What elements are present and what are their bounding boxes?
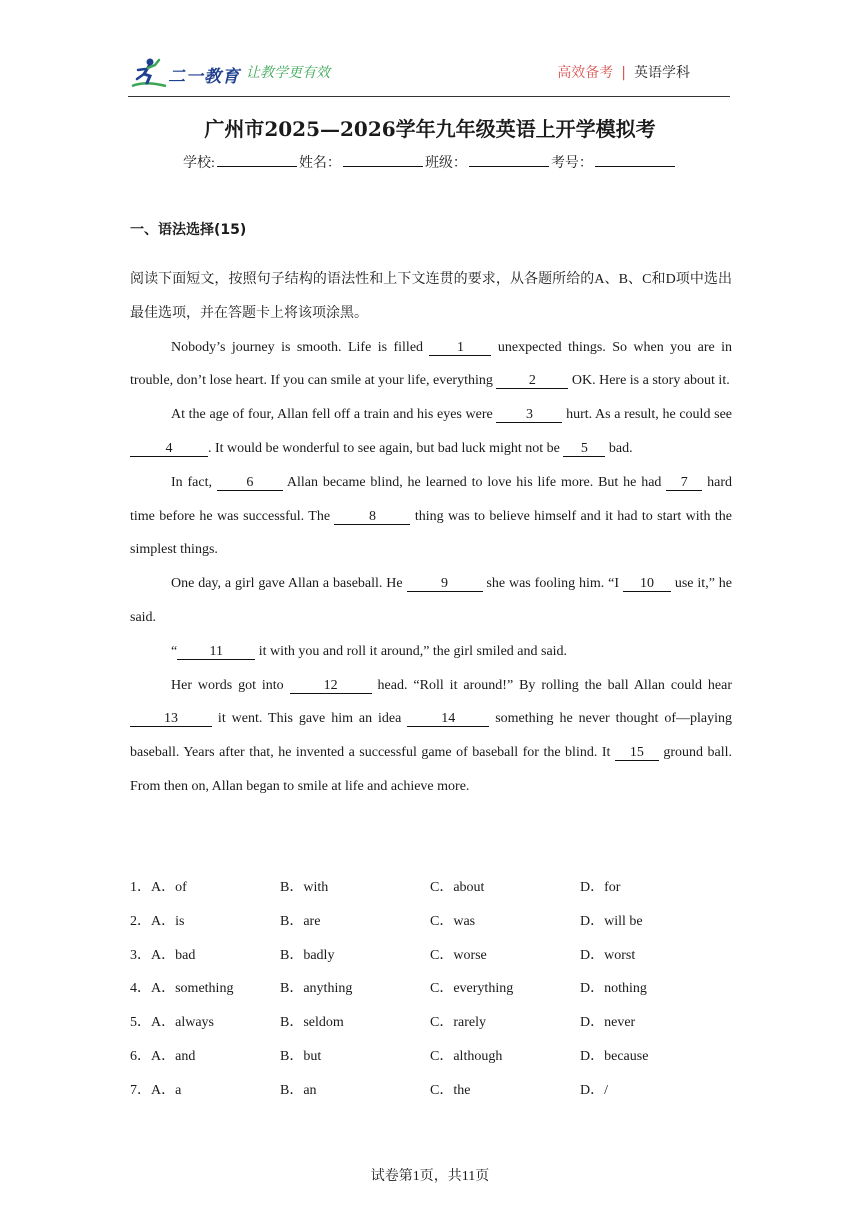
option-d[interactable]: D．for <box>580 880 621 895</box>
answer-options <box>130 871 732 1108</box>
option-b[interactable]: B．badly <box>280 947 335 963</box>
blank-3: 3 <box>496 407 562 423</box>
passage-text: Her words got into <box>171 677 290 693</box>
passage-text: head. “Roll it around!” By rolling the ball Allan could hear <box>371 677 732 693</box>
option-c[interactable]: C．although <box>430 1048 503 1064</box>
option-b[interactable]: B．but <box>280 1048 322 1064</box>
passage-text: bad. <box>605 440 633 456</box>
passage-text: thing was to believe himself and it had to start with the simplest things. <box>130 508 732 558</box>
blank-4: 4 <box>130 441 208 457</box>
passage-text: ground ball. From then on, Allan began to smile at life and achieve more. <box>130 745 733 794</box>
brand-logo <box>128 56 348 90</box>
passage-text: hard time before he was successful. The <box>130 474 732 524</box>
option-d[interactable]: D．nothing <box>580 981 647 997</box>
class-label: 班级： <box>424 156 467 171</box>
blank-1: 1 <box>429 340 491 356</box>
option-row-2 <box>130 905 732 939</box>
option-row-4 <box>130 972 732 1006</box>
option-d[interactable]: D．because <box>580 1048 649 1064</box>
header-tag-prep: 高效备考 <box>557 65 614 81</box>
option-a[interactable]: 7．A．a <box>130 1082 182 1098</box>
passage-text: it with you and roll it around,” the girl smiled and said. <box>255 643 568 659</box>
option-row-3 <box>130 939 732 973</box>
option-a[interactable]: 6．A．and <box>130 1048 196 1064</box>
option-c[interactable]: C．about <box>430 880 485 895</box>
option-a[interactable]: 1．A．of <box>130 880 187 895</box>
page-footer: 试卷第1页，共11页 <box>370 1169 490 1184</box>
option-d[interactable]: D．never <box>580 1015 636 1031</box>
blank-8: 8 <box>334 509 410 525</box>
passage-text: it went. This gave him an idea <box>212 711 408 727</box>
blank-5: 5 <box>563 441 605 457</box>
passage-paragraph-1 <box>130 331 732 399</box>
blank-6: 6 <box>217 475 283 491</box>
passage-text: she was fooling him. “I <box>482 576 623 592</box>
option-row-5 <box>130 1006 732 1040</box>
header-subject: 英语学科 <box>634 65 690 81</box>
name-blank <box>343 154 423 167</box>
passage-paragraph-5 <box>130 635 732 669</box>
option-a[interactable]: 4．A．something <box>130 981 234 997</box>
exam-no-label: 考号： <box>550 156 593 171</box>
passage-text: In fact, <box>171 474 217 490</box>
passage-text: Allan became blind, he learned to love his life more. But he had <box>282 474 667 490</box>
header-divider <box>128 96 730 97</box>
option-d[interactable]: D．worst <box>580 947 636 963</box>
student-info-line <box>0 152 860 172</box>
option-c[interactable]: C．worse <box>430 947 487 963</box>
blank-13: 13 <box>130 711 212 727</box>
passage-text: “ <box>171 643 178 659</box>
passage-text: unexpected things. So when you are in trouble, don’t lose heart. If you can smile at your life, everything <box>130 339 733 389</box>
runner-logo-icon <box>128 56 168 90</box>
option-d[interactable]: D．/ <box>580 1082 608 1098</box>
exam-no-blank <box>595 154 675 167</box>
option-b[interactable]: B．are <box>280 913 321 929</box>
blank-9: 9 <box>407 576 483 592</box>
option-c[interactable]: C．the <box>430 1082 471 1098</box>
blank-15: 15 <box>615 745 659 761</box>
passage-paragraph-3 <box>130 466 732 567</box>
passage-paragraph-2 <box>130 398 732 466</box>
option-c[interactable]: C．rarely <box>430 1015 486 1031</box>
passage <box>130 263 732 804</box>
option-b[interactable]: B．an <box>280 1082 317 1098</box>
brand-slogan: 让教学更有效 <box>246 65 330 81</box>
option-a[interactable]: 5．A．always <box>130 1015 214 1031</box>
header-separator: | <box>621 65 626 81</box>
name-label: 姓名： <box>298 156 341 171</box>
passage-text: Nobody’s journey is smooth. Life is filled <box>171 339 430 355</box>
passage-paragraph-4 <box>130 567 732 635</box>
option-b[interactable]: B．seldom <box>280 1015 344 1031</box>
option-b[interactable]: B．anything <box>280 981 353 997</box>
passage-text: OK. Here is a story about it. <box>568 373 730 389</box>
passage-text: One day, a girl gave Allan a baseball. He <box>171 576 407 592</box>
blank-2: 2 <box>496 373 568 389</box>
instruction: 阅读下面短文，按照句子结构的语法性和上下文连贯的要求，从各题所给的A、B、C和D项中选出最佳选项，并在答题卡上将该项涂黑。 <box>130 272 732 321</box>
blank-12: 12 <box>290 678 372 694</box>
brand-name: 二一教育 <box>168 67 240 87</box>
option-a[interactable]: 2．A．is <box>130 913 185 929</box>
passage-text: something he never thought of—playing baseball. Years after that, he invented a successful game of baseball for the blind. It <box>130 711 732 761</box>
option-c[interactable]: C．everything <box>430 981 514 997</box>
section-title: 一、语法选择(15) <box>130 222 247 238</box>
passage-text: . It would be wonderful to see again, but bad luck might not be <box>208 440 564 456</box>
passage-text: hurt. As a result, he could see <box>562 407 732 423</box>
school-label: 学校: <box>183 156 215 171</box>
blank-10: 10 <box>623 576 671 592</box>
exam-title: 广州市2025—2026学年九年级英语上开学模拟考 <box>204 117 656 141</box>
passage-text: use it,” he said. <box>130 576 733 625</box>
school-blank <box>217 154 297 167</box>
blank-14: 14 <box>407 711 489 727</box>
option-row-7 <box>130 1074 732 1108</box>
option-b[interactable]: B．with <box>280 880 329 895</box>
blank-7: 7 <box>666 475 702 491</box>
header-tags <box>557 62 690 82</box>
blank-11: 11 <box>177 644 255 660</box>
option-a[interactable]: 3．A．bad <box>130 947 196 963</box>
class-blank <box>469 154 549 167</box>
option-d[interactable]: D．will be <box>580 913 643 929</box>
passage-paragraph-6 <box>130 669 732 804</box>
option-c[interactable]: C．was <box>430 913 476 929</box>
option-row-6 <box>130 1040 732 1074</box>
option-row-1 <box>130 871 732 905</box>
passage-text: At the age of four, Allan fell off a train and his eyes were <box>171 407 497 423</box>
